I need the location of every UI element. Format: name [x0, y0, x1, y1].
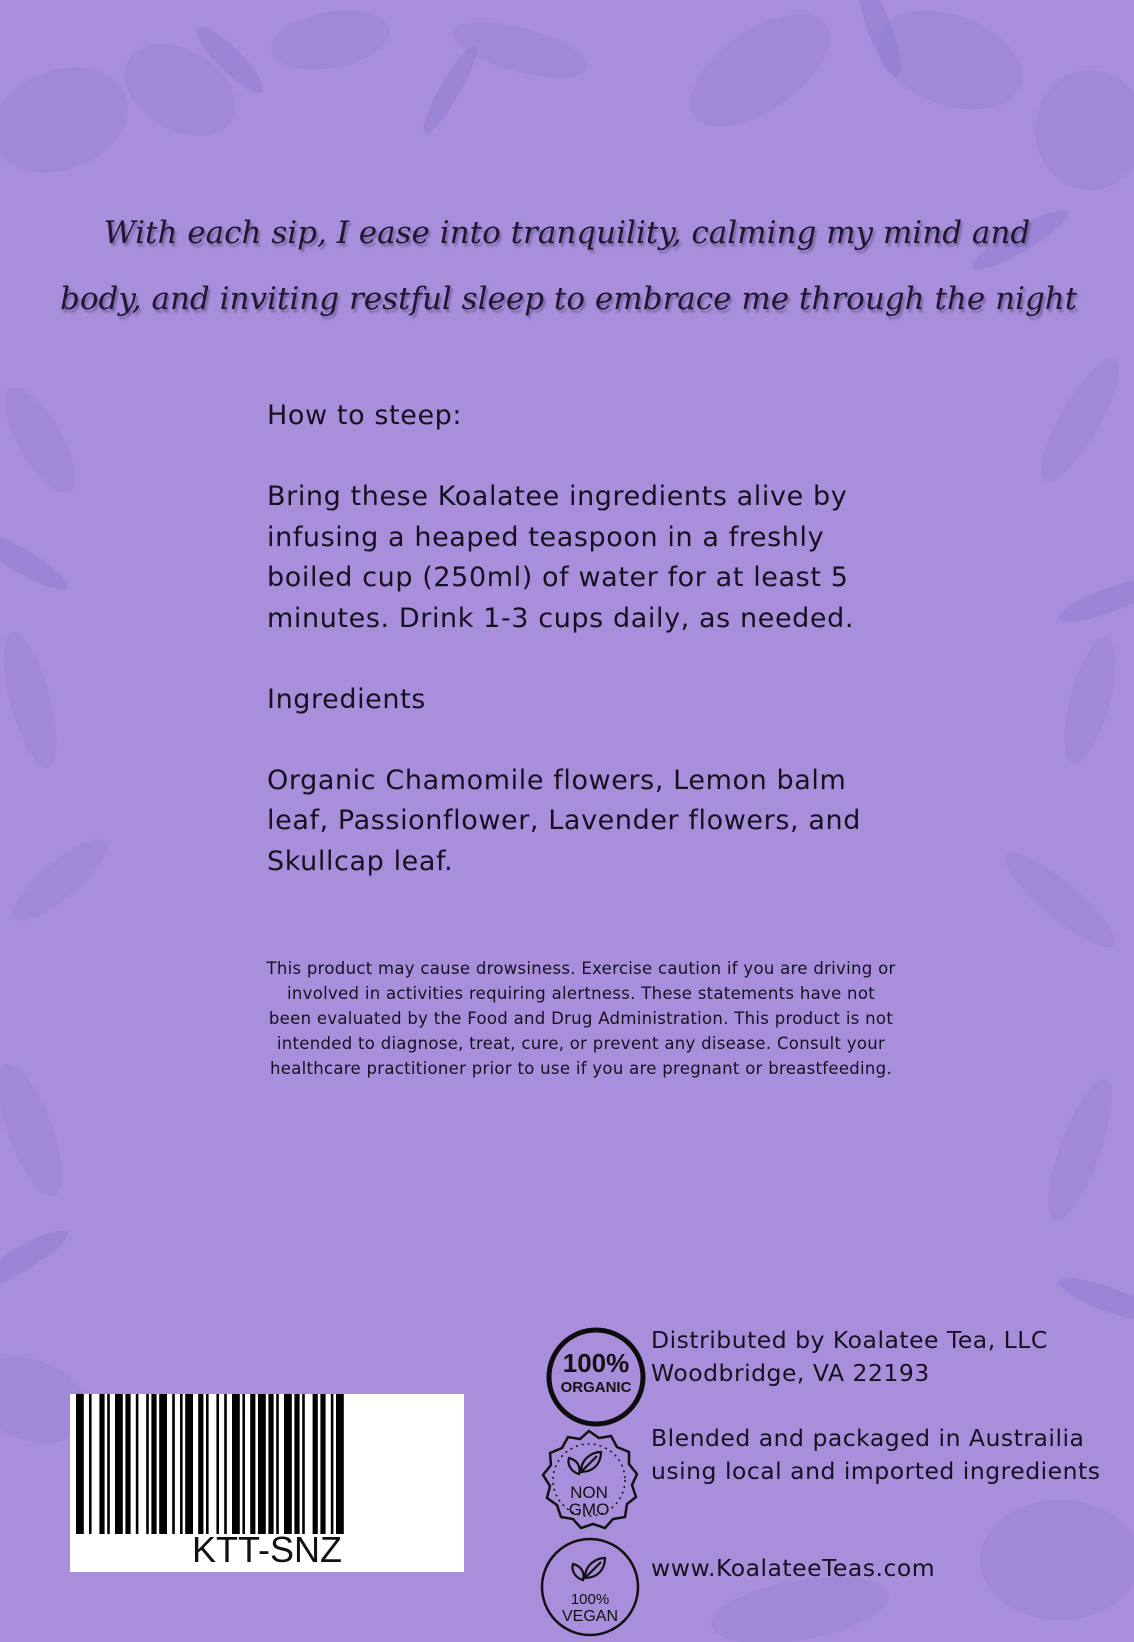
tagline-quote [60, 200, 1078, 332]
distributor-line-1: Distributed by Koalatee Tea, LLC [651, 1326, 1048, 1354]
distributor-line-2: Woodbridge, VA 22193 [651, 1359, 930, 1387]
organic-badge-icon [545, 1326, 647, 1428]
vegan-badge-line1: 100% [570, 1591, 610, 1608]
steep-body: Bring these Koalatee ingredients alive by infusing a heaped teaspoon in a freshly boiled cup (250ml) of water for at least 5 minutes. Drink 1-3 cups daily, as needed. [267, 481, 855, 634]
leaf-icon [572, 1558, 605, 1580]
instructions-block [267, 396, 877, 882]
tagline-line-2: body, and inviting restful sleep to embrace me through the night [60, 281, 1078, 317]
disclaimer-text: This product may cause drowsiness. Exercise caution if you are driving or involved in activities requiring alertness. These statements have not been evaluated by the Food and Drug Administration. This product is not intended to diagnose, treat, cure, or prevent any disease. Consult your healthcare practitioner prior to use if you are pregnant or breastfeeding. [266, 959, 896, 1078]
non-gmo-badge-line1: NON [570, 1483, 608, 1502]
distributor-info [651, 1324, 1121, 1390]
website-link[interactable]: www.KoalateeTeas.com [651, 1554, 936, 1582]
non-gmo-badge-icon [537, 1428, 641, 1532]
barcode [70, 1394, 464, 1572]
steep-heading: How to steep: [267, 400, 463, 431]
barcode-bars [70, 1394, 464, 1534]
tagline-line-1: With each sip, I ease into tranquility, calming my mind and [103, 215, 1031, 251]
ingredients-body: Organic Chamomile flowers, Lemon balm leaf, Passionflower, Lavender flowers, and Skullcap leaf. [267, 764, 861, 877]
leaf-icon [568, 1452, 601, 1474]
website-info [651, 1552, 1121, 1585]
non-gmo-badge-line2: GMO [568, 1500, 610, 1519]
organic-badge-line2: ORGANIC [560, 1379, 632, 1396]
organic-badge-line1: 100% [562, 1348, 630, 1378]
vegan-badge-line2: VEGAN [561, 1608, 618, 1625]
barcode-label: KTT-SNZ [192, 1529, 342, 1570]
vegan-badge-icon [539, 1536, 641, 1638]
origin-text: Blended and packaged in Austrailia using local and imported ingredients [651, 1424, 1101, 1485]
ingredients-heading: Ingredients [267, 683, 426, 715]
origin-info [651, 1422, 1121, 1488]
